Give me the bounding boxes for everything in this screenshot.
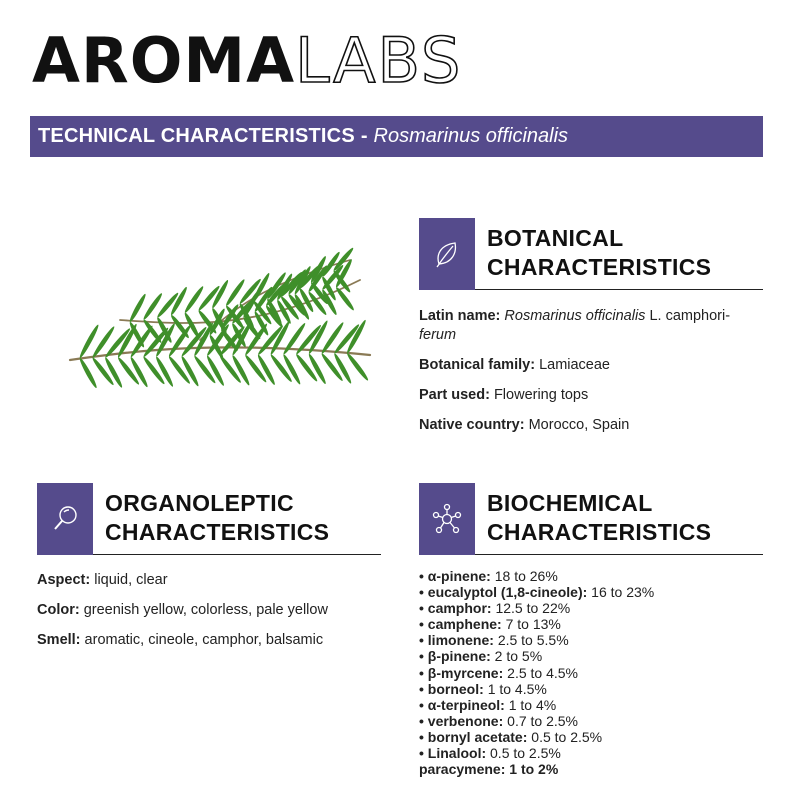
bio-item: • β-pinene: 2 to 5% <box>419 648 543 665</box>
bio-item: • α-pinene: 18 to 26% <box>419 568 558 584</box>
botanical-title-line2: CHARACTERISTICS <box>487 254 712 280</box>
organoleptic-header <box>37 483 381 555</box>
bio-last-line: paracymene: 1 to 2% <box>419 761 559 778</box>
biochemical-title <box>475 483 711 554</box>
biochemical-list <box>419 568 654 777</box>
organoleptic-title-line2: CHARACTERISTICS <box>105 519 330 545</box>
organoleptic-title <box>93 483 329 554</box>
bio-item: • camphene: 7 to 13% <box>419 616 561 633</box>
family-label: Botanical family: <box>419 357 536 373</box>
title-banner <box>30 116 763 157</box>
part-used-row <box>419 386 759 405</box>
smell-row <box>37 631 397 650</box>
color-value: greenish yellow, colorless, pale yellow <box>83 602 328 618</box>
botanical-family-row <box>419 356 759 375</box>
biochemical-title-line2: CHARACTERISTICS <box>487 519 712 545</box>
biochemical-title-line1: BIOCHEMICAL <box>487 490 653 516</box>
biochemical-header <box>419 483 763 555</box>
aspect-label: Aspect: <box>37 572 91 588</box>
country-value: Morocco, Spain <box>528 417 630 433</box>
color-label: Color: <box>37 602 80 618</box>
aspect-value: liquid, clear <box>94 572 168 588</box>
botanical-title-line1: BOTANICAL <box>487 225 624 251</box>
latin-name-label: Latin name: <box>419 308 501 324</box>
smell-label: Smell: <box>37 632 81 648</box>
botanical-title <box>475 218 711 289</box>
leaf-icon <box>419 218 475 290</box>
bio-item: • borneol: 1 to 4.5% <box>419 680 547 697</box>
latin-name-value: Rosmarinus officinalis <box>504 308 646 324</box>
botanical-header <box>419 218 763 290</box>
bio-item: • α-terpineol: 1 to 4% <box>419 696 557 713</box>
botanical-info <box>419 307 759 446</box>
banner-latin-name: Rosmarinus officinalis <box>373 125 569 147</box>
color-row <box>37 601 397 620</box>
native-country-row <box>419 416 759 435</box>
bio-item: • eucalyptol (1,8-cineole): 16 to 23% <box>419 584 655 601</box>
latin-name-row <box>419 307 759 345</box>
rosemary-illustration <box>60 240 380 410</box>
country-label: Native country: <box>419 417 525 433</box>
molecule-icon <box>419 483 475 555</box>
bio-item: • camphor: 12.5 to 22% <box>419 600 571 617</box>
brand-logo <box>32 24 463 97</box>
banner-separator: - <box>360 125 368 147</box>
part-value: Flowering tops <box>493 387 589 403</box>
family-value: Lamiaceae <box>539 357 610 373</box>
organoleptic-title-line1: ORGANOLEPTIC <box>105 490 294 516</box>
bio-item: • limonene: 2.5 to 5.5% <box>419 632 569 649</box>
logo-light-text: LABS <box>295 24 463 97</box>
logo-bold-text: AROMA <box>32 24 296 97</box>
bio-item: • β-myrcene: 2.5 to 4.5% <box>419 664 578 681</box>
bio-item: • Linalool: 0.5 to 2.5% <box>419 745 561 762</box>
latin-name-suffix-2: ferum <box>419 327 457 343</box>
latin-name-suffix-1: L. camphori- <box>649 308 731 324</box>
banner-title: TECHNICAL CHARACTERISTICS <box>38 125 355 147</box>
bio-item: • verbenone: 0.7 to 2.5% <box>419 712 578 729</box>
magnifier-icon <box>37 483 93 555</box>
smell-value: aromatic, cineole, camphor, balsamic <box>84 632 324 648</box>
organoleptic-info <box>37 571 397 661</box>
bio-item: • bornyl acetate: 0.5 to 2.5% <box>419 728 603 745</box>
aspect-row <box>37 571 397 590</box>
part-label: Part used: <box>419 387 490 403</box>
